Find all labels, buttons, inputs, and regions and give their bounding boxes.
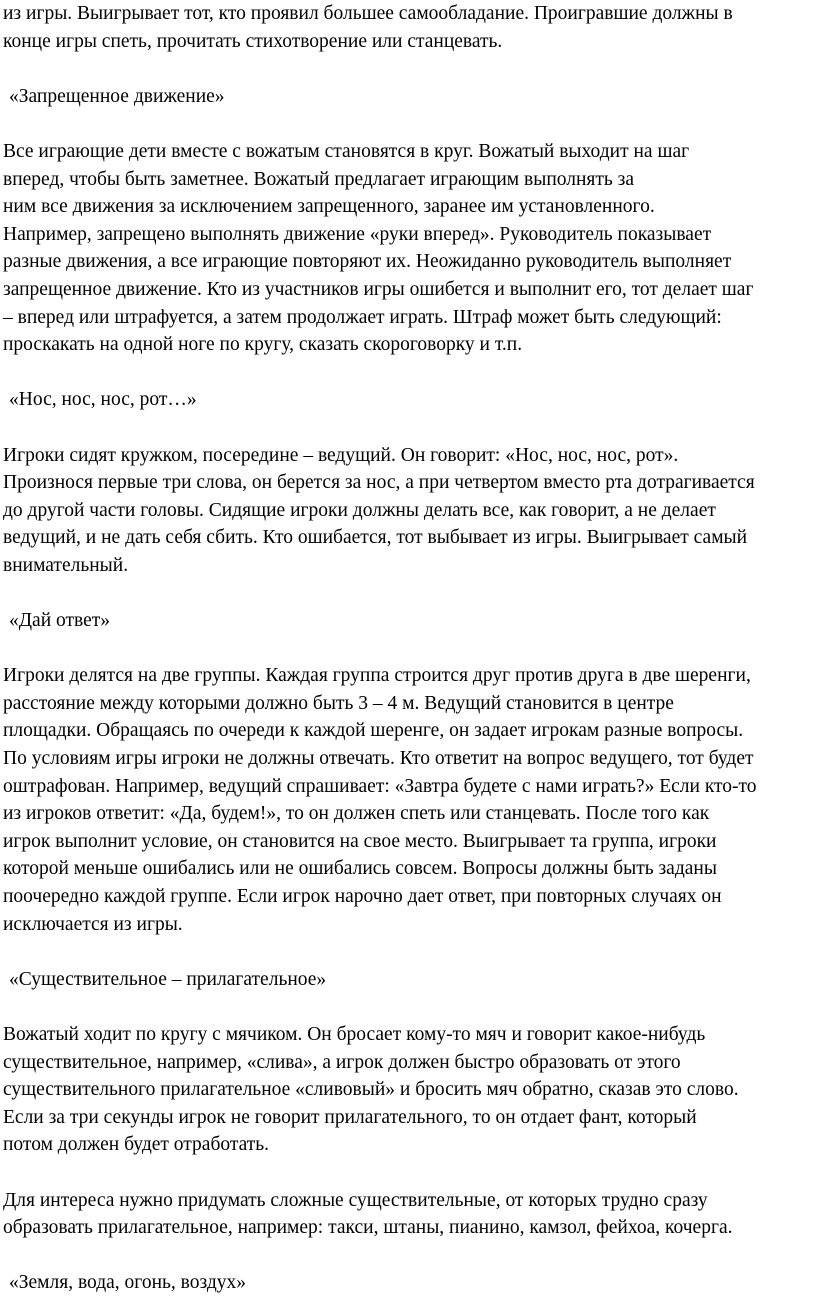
text-line: вперед, чтобы быть заметнее. Вожатый предлагает играющим выполнять за <box>3 168 635 190</box>
section-heading: «Дай ответ» <box>9 610 111 632</box>
paragraph-gap <box>3 1159 813 1187</box>
text-line: Игроки сидят кружком, посередине – ведущий. Он говорит: «Нос, нос, нос, рот». <box>3 444 679 466</box>
paragraph-gap <box>3 55 813 83</box>
text-line: которой меньше ошибались или не ошибались совсем. Вопросы должны быть заданы <box>3 858 717 880</box>
text-line: образовать прилагательное, например: такси, штаны, пианино, камзол, фейхоа, кочерга. <box>3 1217 733 1239</box>
text-line: По условиям игры игроки не должны отвечать. Кто ответит на вопрос ведущего, тот будет <box>3 748 754 770</box>
text-line: Произнося первые три слова, он берется за нос, а при четвертом вместо рта дотрагивается <box>3 472 755 494</box>
section-paragraph <box>3 1021 813 1159</box>
text-line: ведущий, и не дать себя сбить. Кто ошибается, тот выбывает из игры. Выигрывает самый <box>3 527 748 549</box>
section-heading: «Нос, нос, нос, рот…» <box>9 389 197 411</box>
text-line: площадки. Обращаясь по очереди к каждой шеренге, он задает игрокам разные вопросы. <box>3 720 744 742</box>
text-line: проскакать на одной ноге по кругу, сказать скороговорку и т.п. <box>3 334 523 356</box>
text-line: Игроки делятся на две группы. Каждая группа строится друг против друга в две шеренги, <box>3 665 751 687</box>
text-line: Все играющие дети вместе с вожатым становятся в круг. Вожатый выходит на шаг <box>3 140 690 162</box>
text-line: внимательный. <box>3 554 129 576</box>
text-line: ним все движения за исключением запрещенного, заранее им установленного. <box>3 196 655 218</box>
text-line: конце игры спеть, прочитать стихотворение или станцевать. <box>3 30 503 52</box>
document-page <box>3 0 813 1297</box>
paragraph-gap <box>3 579 813 607</box>
text-line: поочередно каждой группе. Если игрок нарочно дает ответ, при повторных случаях он <box>3 886 722 907</box>
paragraph-gap <box>3 359 813 387</box>
text-line: из игры. Выигрывает тот, кто проявил большее самообладание. Проигравшие должны в <box>3 3 733 24</box>
section-heading: «Земля, вода, огонь, воздух» <box>9 1272 246 1294</box>
text-line: до другой части головы. Сидящие игроки должны делать все, как говорит, а не делает <box>3 499 716 521</box>
section-paragraph <box>3 442 813 580</box>
text-line: Например, запрещено выполнять движение «руки вперед». Руководитель показывает <box>3 223 712 245</box>
section-paragraph <box>3 1187 813 1242</box>
text-line: – вперед или штрафуется, а затем продолжает играть. Штраф может быть следующий: <box>3 306 722 328</box>
text-line: запрещенное движение. Кто из участников игры ошибется и выполнит его, тот делает шаг <box>3 278 754 300</box>
text-line: игрок выполнит условие, он становится на свое место. Выигрывает та группа, игроки <box>3 830 717 852</box>
section-heading: «Существительное – прилагательное» <box>9 968 327 990</box>
section-heading: «Запрещенное движение» <box>9 85 225 107</box>
paragraph-gap <box>3 414 813 442</box>
paragraph-gap <box>3 1242 813 1270</box>
text-line: потом должен будет отработать. <box>3 1134 270 1156</box>
section-paragraph <box>3 138 813 359</box>
text-line: существительного прилагательное «сливовый» и бросить мяч обратно, сказав это слово. <box>3 1079 739 1101</box>
text-line: существительное, например, «слива», а игрок должен быстро образовать от этого <box>3 1051 681 1073</box>
text-line: разные движения, а все играющие повторяют их. Неожиданно руководитель выполняет <box>3 251 732 273</box>
paragraph-gap <box>3 993 813 1021</box>
text-line: оштрафован. Например, ведущий спрашивает: «Завтра будете с нами играть?» Если кто-то <box>3 775 757 797</box>
text-line: расстояние между которыми должно быть 3 – 4 м. Ведущий становится в центре <box>3 692 674 714</box>
paragraph-gap <box>3 938 813 966</box>
paragraph-gap <box>3 635 813 663</box>
intro-paragraph <box>3 0 813 55</box>
text-line: Для интереса нужно придумать сложные существительные, от которых трудно сразу <box>3 1189 708 1211</box>
paragraph-gap <box>3 110 813 138</box>
section-paragraph <box>3 662 813 938</box>
text-line: Если за три секунды игрок не говорит прилагательного, то он отдает фант, который <box>3 1106 697 1128</box>
text-line: из игроков ответит: «Да, будем!», то он должен спеть или станцевать. После того как <box>3 803 710 825</box>
text-line: Вожатый ходит по кругу с мячиком. Он бросает кому-то мяч и говорит какое-нибудь <box>3 1023 706 1045</box>
text-line: исключается из игры. <box>3 913 183 935</box>
